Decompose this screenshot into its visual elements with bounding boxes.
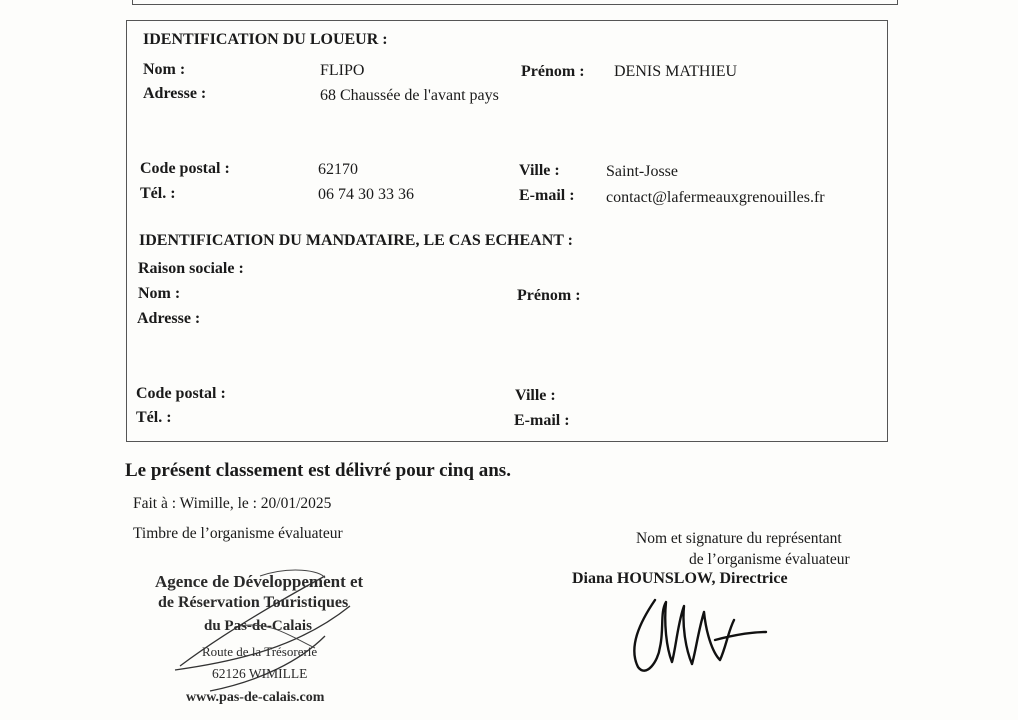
stamp-line-2: de Réservation Touristiques — [158, 594, 349, 611]
mandataire-raison-sociale-label: Raison sociale : — [138, 260, 244, 277]
loueur-prenom-label: Prénom : — [521, 63, 585, 80]
loueur-prenom-value: DENIS MATHIEU — [614, 63, 738, 80]
stamp-overwrite-scribble-icon — [150, 566, 430, 720]
organisation-stamp — [150, 566, 430, 720]
previous-section-border — [132, 0, 898, 5]
loueur-code-postal-label: Code postal : — [140, 160, 230, 177]
stamp-line-1: Agence de Développement et — [155, 572, 364, 591]
loueur-code-postal-value: 62170 — [318, 161, 358, 178]
stamp-line-3: du Pas-de-Calais — [204, 618, 312, 634]
mandataire-prenom-label: Prénom : — [517, 287, 581, 304]
loueur-email-label: E-mail : — [519, 187, 575, 204]
loueur-ville-label: Ville : — [519, 162, 560, 179]
signature-label-line-2: de l’organisme évaluateur — [689, 551, 850, 568]
mandataire-adresse-label: Adresse : — [137, 310, 201, 327]
fait-a-line: Fait à : Wimille, le : 20/01/2025 — [133, 495, 332, 512]
stamp-line-4: Route de la Trésorerie — [202, 644, 318, 659]
mandataire-nom-label: Nom : — [138, 285, 181, 302]
loueur-nom-value: FLIPO — [320, 62, 365, 79]
loueur-adresse-label: Adresse : — [143, 85, 207, 102]
loueur-tel-label: Tél. : — [140, 185, 176, 202]
mandataire-code-postal-label: Code postal : — [136, 385, 226, 402]
handwritten-signature-icon — [620, 592, 770, 682]
loueur-nom-label: Nom : — [143, 61, 186, 78]
stamp-line-5: 62126 WIMILLE — [212, 666, 308, 681]
mandataire-email-label: E-mail : — [514, 412, 570, 429]
timbre-label: Timbre de l’organisme évaluateur — [133, 525, 343, 542]
loueur-tel-value: 06 74 30 33 36 — [318, 186, 414, 203]
loueur-heading: IDENTIFICATION DU LOUEUR : — [143, 31, 388, 48]
stamp-line-6: www.pas-de-calais.com — [186, 690, 325, 705]
mandataire-ville-label: Ville : — [515, 387, 556, 404]
loueur-ville-value: Saint-Josse — [606, 163, 678, 180]
classement-statement: Le présent classement est délivré pour cinq ans. — [125, 460, 511, 481]
loueur-email-value: contact@lafermeauxgrenouilles.fr — [606, 189, 825, 206]
signature-label-line-1: Nom et signature du représentant — [636, 530, 842, 547]
signatory-name: Diana HOUNSLOW, Directrice — [572, 570, 788, 587]
mandataire-tel-label: Tél. : — [136, 409, 172, 426]
mandataire-heading: IDENTIFICATION DU MANDATAIRE, LE CAS ECHEANT : — [139, 232, 573, 249]
loueur-adresse-value: 68 Chaussée de l'avant pays — [320, 87, 499, 104]
